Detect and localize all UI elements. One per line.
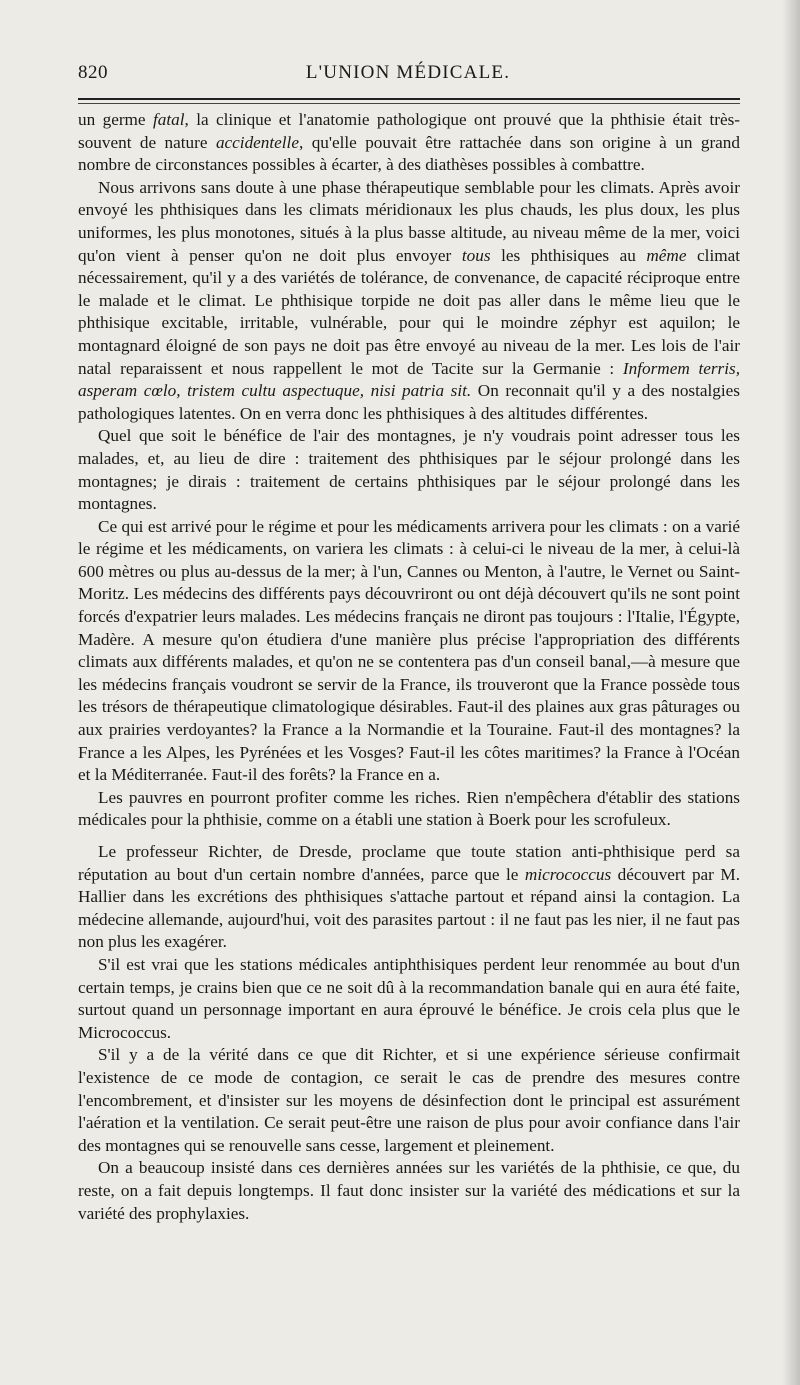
paragraph: [78, 954, 740, 1044]
italic-text: même: [646, 245, 687, 265]
text-segment: un germe: [78, 110, 153, 129]
text-segment: Quel que soit le bénéfice de l'air des montagnes, je n'y voudrais point adresser tous les malades, et, au lieu de dire : traitement des phthisiques par le séjour prolongé dans les montagnes; je dirais : traitement de certains phthisiques par le séjour prolongé dans les montagnes.: [78, 426, 740, 514]
header-rule: [78, 98, 740, 104]
paragraph: [78, 1157, 740, 1225]
text-segment: climat nécessairement, qu'il y a des variétés de tolérance, de convenance, de capacité réciproque entre le malade et le climat. Le phthisique torpide ne doit pas aller dans le même lieu que le phthisique excitable, irritable, vulnérable, pour qui le moindre zéphyr est aquilon; le montagnard éloigné de son pays ne doit pas être envoyé au niveau de la mer. Les lois de l'air natal reparaissent et nous rappellent le mot de Tacite sur la Germanie :: [78, 245, 741, 378]
text-segment: On reconnait qu'il y a des nostalgies pathologiques latentes. On en verra donc les phthisiques à des altitudes différentes.: [78, 381, 740, 423]
paragraph: [78, 109, 740, 177]
page-header: [78, 62, 738, 90]
italic-text: micrococcus: [524, 864, 612, 884]
text-segment: les phthisiques au: [490, 245, 647, 265]
text-segment: Le professeur Richter, de Dresde, proclame que toute station anti-phthisique perd sa réputation au bout d'un certain nombre d'années, parce que le: [78, 842, 740, 884]
running-head: L'UNION MÉDICALE.: [305, 62, 511, 83]
paragraph: [78, 787, 740, 832]
body-text: [78, 109, 740, 1225]
text-segment: S'il est vrai que les stations médicales antiphthisiques perdent leur renommée au bout d'un certain temps, je crains bien que ce ne soit dû à la recommandation banale qui en aura été faite, surtout quand un personnage important en aura éprouvé le bénéfice. Je crois cela plus que le Micrococcus.: [78, 954, 740, 1042]
page-number: 820: [78, 62, 108, 83]
paragraph: [78, 425, 740, 515]
text-segment: , la clinique et l'anatomie pathologique ont prouvé que la phthisie était très-souvent de nature: [78, 110, 740, 152]
text-segment: , qu'elle pouvait être rattachée dans son origine à un grand nombre de circonstances possibles à écarter, à des diathèses possibles à combattre.: [78, 132, 740, 175]
text-segment: On a beaucoup insisté dans ces dernières années sur les variétés de la phthisie, ce que, du reste, on a fait depuis longtemps. Il faut donc insister sur la variété des médications et sur la variété des prophylaxies.: [78, 1158, 740, 1223]
paragraph: [78, 177, 740, 426]
italic-text: tous: [461, 245, 491, 265]
italic-text: fatal: [152, 110, 185, 129]
page-spine-shadow: [782, 0, 800, 1385]
text-segment: S'il y a de la vérité dans ce que dit Richter, et si une expérience sérieuse confirmait l'existence de ce mode de contagion, ce serait le cas de prendre des mesures contre l'encombrement, et d'insister sur les moyens de désinfection dont le principal est assurément l'aération et la ventilation. Ce serait peut-être une raison de plus pour avoir confiance dans l'air des montagnes qui se renouvelle sans cesse, largement et pleinement.: [78, 1045, 740, 1155]
text-segment: découvert par M. Hallier dans les excrétions des phthisiques s'attache partout et répand ainsi la contagion. La médecine allemande, aujourd'hui, voit des parasites partout : il ne faut pas les nier, il ne faut pas non plus les exagérer.: [78, 864, 740, 952]
paragraph: [78, 1044, 740, 1157]
text-segment: Ce qui est arrivé pour le régime et pour les médicaments arrivera pour les climats : on a varié le régime et les médicaments, on variera les climats : à celui-ci le niveau de la mer, à celui-là 600 mètres ou plus au-dessus de la mer; à l'un, Cannes ou Menton, à l'autre, le Vernet ou Saint-Moritz. Les médecins des différents pays découvriront ou ont déjà découvert qu'ils ne sont point forcés d'expatrier leurs malades. Les médecins français ne diront pas toujours : l'Italie, l'Égypte, Madère. A mesure qu'on étudiera d'une manière plus précise l'appropriation des différents climats aux différents malades, et qu'on ne se contentera pas d'un conseil banal,—à mesure que les médecins français voudront se servir de la France, ils trouveront que la France possède tous les trésors de thérapeutique climatologique désirables. Faut-il des plaines aux gras pâturages ou aux prairies verdoyantes? la France a la Normandie et la Touraine. Faut-il des montagnes? la France a les Alpes, les Pyrénées et les Vosges? Faut-il les côtes maritimes? la France à l'Océan et la Méditerranée. Faut-il des forêts? la France en a.: [78, 516, 740, 785]
text-segment: Les pauvres en pourront profiter comme les riches. Rien n'empêchera d'établir des stations médicales pour la phthisie, comme on a établi une station à Boerk pour les scrofuleux.: [78, 787, 740, 830]
text-segment: Nous arrivons sans doute à une phase thérapeutique semblable pour les climats. Après avoir envoyé les phthisiques dans les climats méridionaux les plus chauds, les plus doux, les plus uniformes, les plus monotones, situés à la plus basse altitude, au niveau même de la mer, voici qu'on vient à penser qu'on ne doit plus envoyer: [78, 177, 740, 265]
paragraph: [78, 516, 740, 787]
italic-text: Informem terris, asperam cœlo, tristem cultu aspectuque, nisi patria sit.: [78, 358, 740, 401]
paragraph: [78, 841, 740, 954]
italic-text: accidentelle: [215, 132, 299, 152]
